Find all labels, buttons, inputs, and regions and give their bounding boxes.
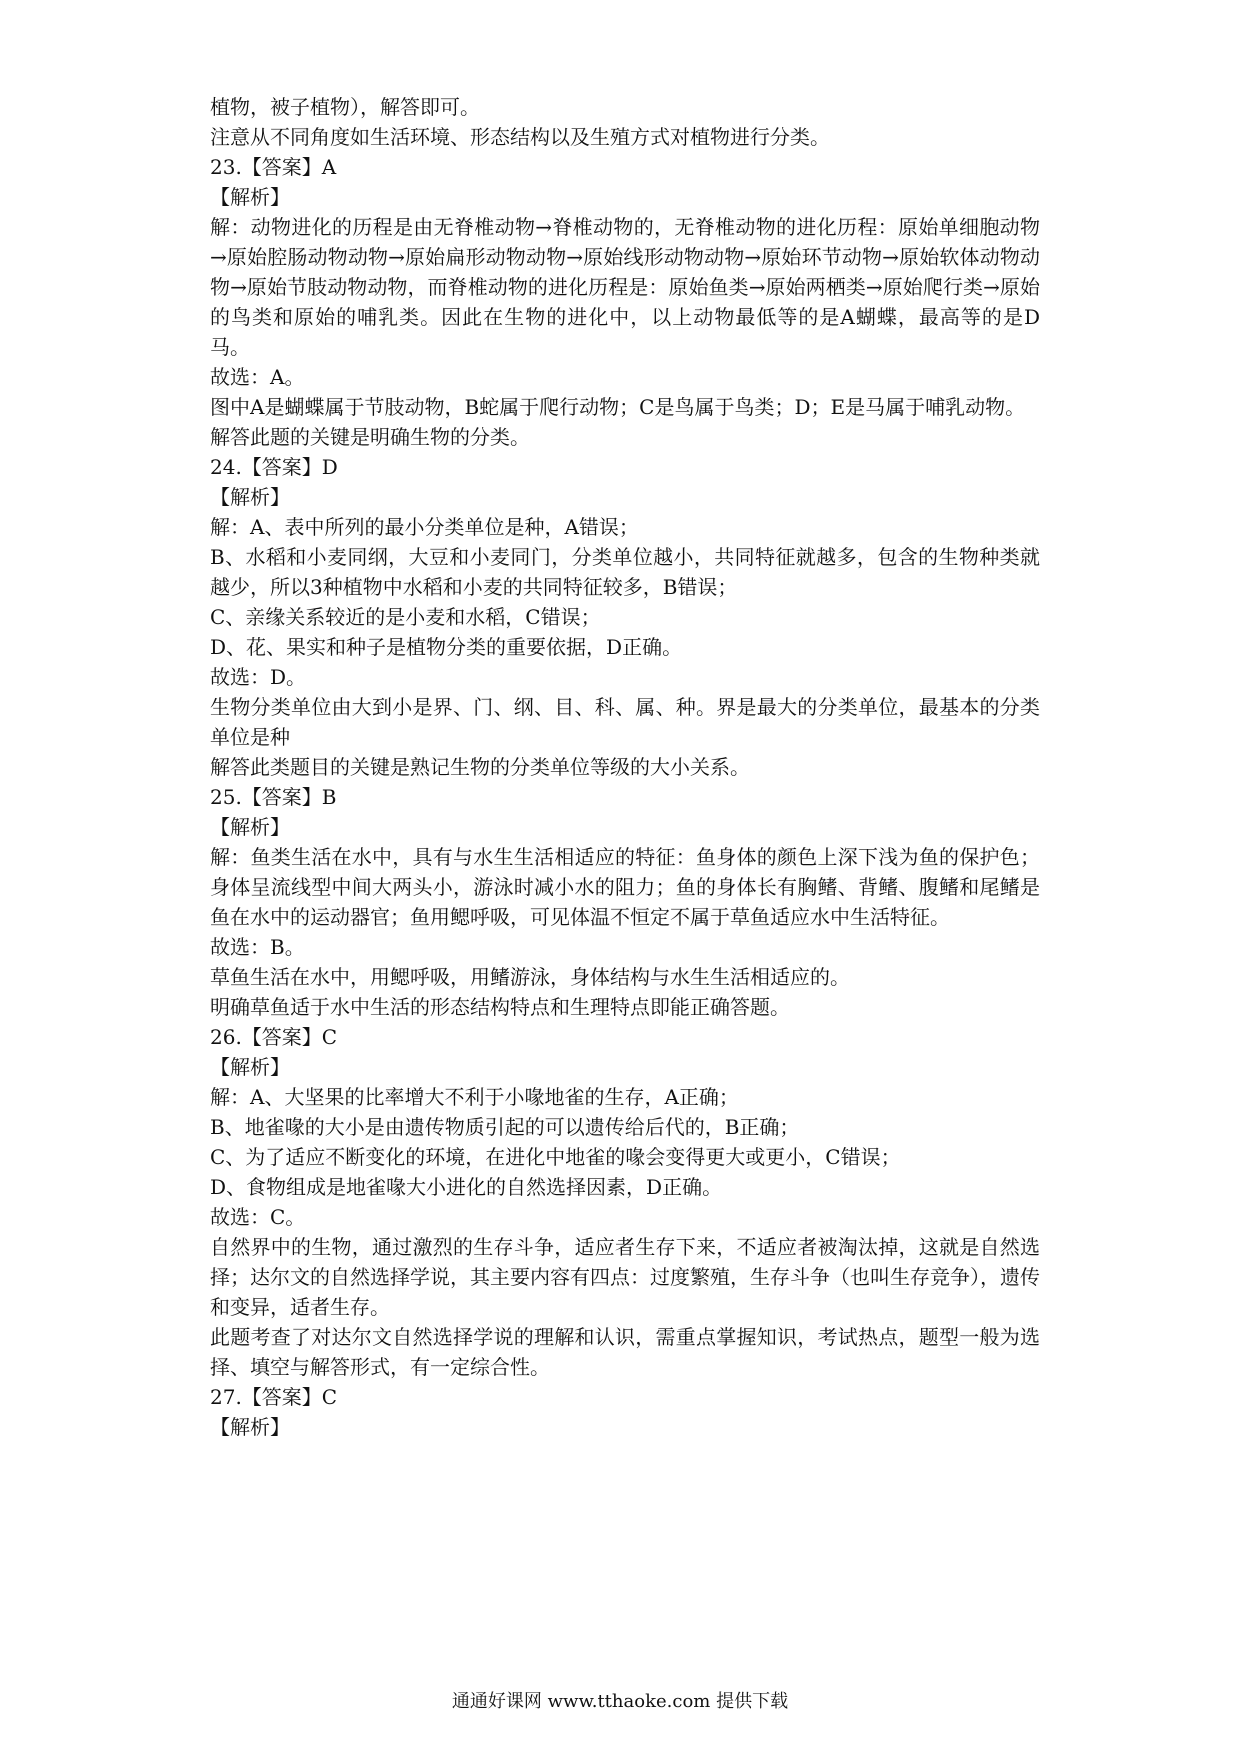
text-line: 故选：B。 bbox=[210, 935, 305, 959]
text-paragraph: 自然界中的生物，通过激烈的生存斗争，适应者生存下来，不适应者被淘汰掉，这就是自然选择；达尔文的自然选择学说，其主要内容有四点：过度繁殖，生存斗争（也叫生存竞争），遗传和变异，适者生存。 bbox=[210, 1235, 1040, 1319]
text-line: 【解析】 bbox=[210, 1415, 290, 1439]
text-line: 解：A、表中所列的最小分类单位是种，A错误； bbox=[210, 515, 639, 539]
text-line: 植物，被子植物），解答即可。 bbox=[210, 95, 480, 119]
text-line: 注意从不同角度如生活环境、形态结构以及生殖方式对植物进行分类。 bbox=[210, 125, 830, 149]
text-line: C、亲缘关系较近的是小麦和水稻，C错误； bbox=[210, 605, 601, 629]
text-paragraph: 生物分类单位由大到小是界、门、纲、目、科、属、种。界是最大的分类单位，最基本的分类单位是种 bbox=[210, 695, 1040, 749]
text-paragraph: 此题考查了对达尔文自然选择学说的理解和认识，需重点掌握知识，考试热点，题型一般为选择、填空与解答形式，有一定综合性。 bbox=[210, 1325, 1040, 1379]
text-line: 23.【答案】A bbox=[210, 155, 337, 179]
text-line: 【解析】 bbox=[210, 815, 290, 839]
document-body bbox=[210, 92, 1040, 1442]
text-line: 故选：C。 bbox=[210, 1205, 306, 1229]
text-line: 【解析】 bbox=[210, 185, 290, 209]
text-line: 故选：D。 bbox=[210, 665, 307, 689]
text-line: 解：A、大坚果的比率增大不利于小喙地雀的生存，A正确； bbox=[210, 1085, 739, 1109]
text-line: D、花、果实和种子是植物分类的重要依据，D正确。 bbox=[210, 635, 683, 659]
text-paragraph: 解：动物进化的历程是由无脊椎动物→脊椎动物的，无脊椎动物的进化历程：原始单细胞动物→原始腔肠动物动物→原始扁形动物动物→原始线形动物动物→原始环节动物→原始软体动物动物→原始节肢动物动物，而脊椎动物的进化历程是：原始鱼类→原始两栖类→原始爬行类→原始的鸟类和原始的哺乳类。因此在生物的进化中，以上动物最低等的是A蝴蝶，最高等的是D马。 bbox=[210, 215, 1040, 359]
text-line: 【解析】 bbox=[210, 485, 290, 509]
text-line: 25.【答案】B bbox=[210, 785, 337, 809]
text-paragraph: 图中A是蝴蝶属于节肢动物，B蛇属于爬行动物；C是鸟属于鸟类；D；E是马属于哺乳动物。 bbox=[210, 395, 1026, 419]
text-line: D、食物组成是地雀喙大小进化的自然选择因素，D正确。 bbox=[210, 1175, 723, 1199]
text-line: 故选：A。 bbox=[210, 365, 305, 389]
text-paragraph: 解：鱼类生活在水中，具有与水生生活相适应的特征：鱼身体的颜色上深下浅为鱼的保护色；身体呈流线型中间大两头小，游泳时减小水的阻力；鱼的身体长有胸鳍、背鳍、腹鳍和尾鳍是鱼在水中的运动器官；鱼用鳃呼吸，可见体温不恒定不属于草鱼适应水中生活特征。 bbox=[210, 845, 1040, 929]
text-line: 27.【答案】C bbox=[210, 1385, 338, 1409]
text-line: 26.【答案】C bbox=[210, 1025, 338, 1049]
text-line: 草鱼生活在水中，用鳃呼吸，用鳍游泳，身体结构与水生生活相适应的。 bbox=[210, 965, 850, 989]
text-line: 【解析】 bbox=[210, 1055, 290, 1079]
text-line: B、地雀喙的大小是由遗传物质引起的可以遗传给后代的，B正确； bbox=[210, 1115, 800, 1139]
text-line: 明确草鱼适于水中生活的形态结构特点和生理特点即能正确答题。 bbox=[210, 995, 790, 1019]
text-line: C、为了适应不断变化的环境，在进化中地雀的喙会变得更大或更小，C错误； bbox=[210, 1145, 901, 1169]
text-line: 解答此题的关键是明确生物的分类。 bbox=[210, 425, 530, 449]
text-line: 24.【答案】D bbox=[210, 455, 338, 479]
text-paragraph: B、水稻和小麦同纲，大豆和小麦同门，分类单位越小，共同特征就越多，包含的生物种类就越少，所以3种植物中水稻和小麦的共同特征较多，B错误； bbox=[210, 545, 1040, 599]
text-line: 解答此类题目的关键是熟记生物的分类单位等级的大小关系。 bbox=[210, 755, 750, 779]
page-footer: 通通好课网 www.tthaoke.com 提供下载 bbox=[451, 1691, 789, 1712]
